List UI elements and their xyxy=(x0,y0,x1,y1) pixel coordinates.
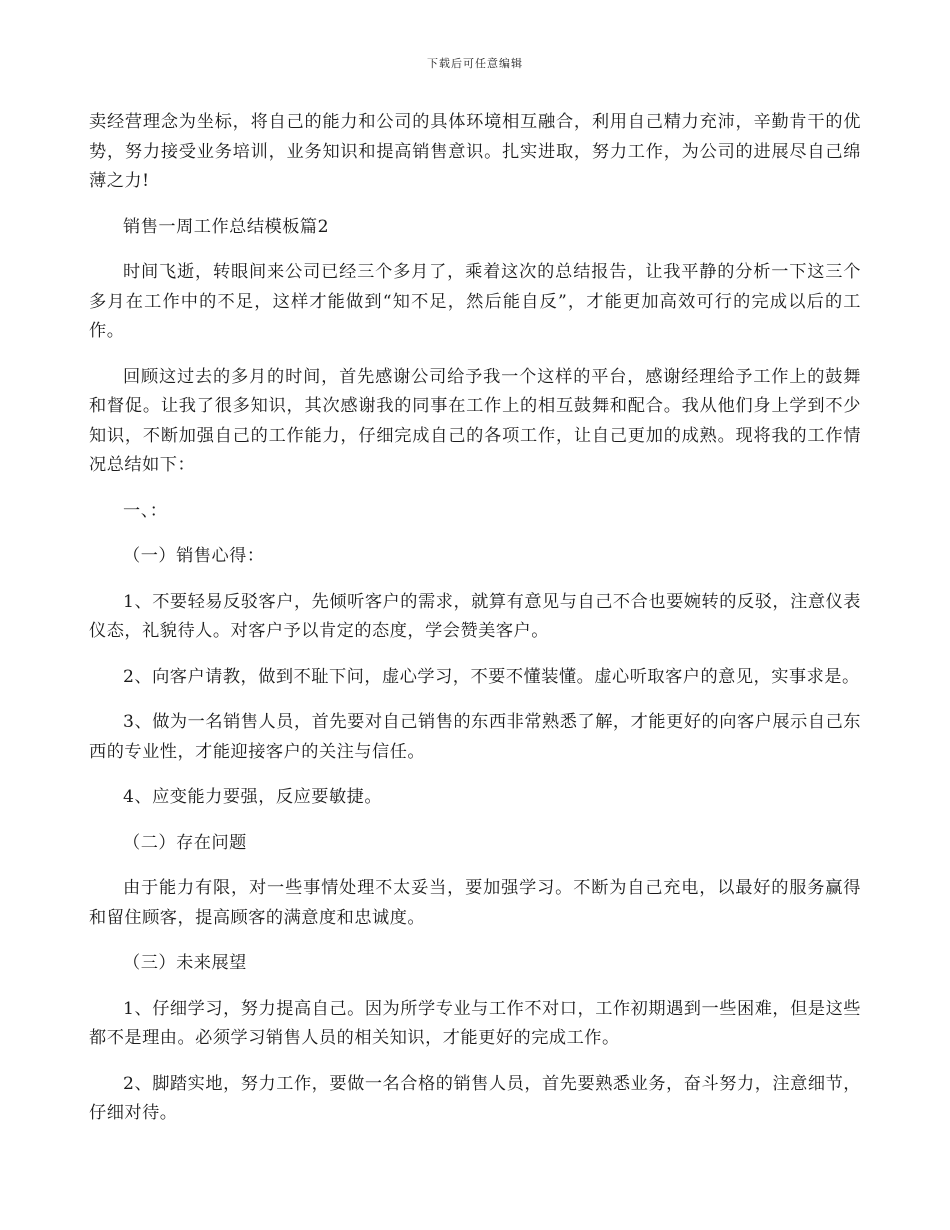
paragraph-continuation: 卖经营理念为坐标，将自己的能力和公司的具体环境相互融合，利用自己精力充沛，辛勤肯干的优势，努力接受业务培训，业务知识和提高销售意识。扎实进取，努力工作，为公司的进展尽自己绵薄之力! xyxy=(89,112,861,191)
list-item-4: 4、应变能力要强，反应要敏捷。 xyxy=(123,787,383,807)
document-body xyxy=(89,108,861,1145)
heading-part-one: 一、： xyxy=(123,500,168,521)
outlook-item-1: 1、仔细学习，努力提高自己。因为所学专业与工作不对口，工作初期遇到一些困难，但是这些都不是理由。必须学习销售人员的相关知识，才能更好的完成工作。 xyxy=(89,998,861,1048)
subheading-outlook: （三）未来展望 xyxy=(123,953,247,973)
subheading-problems: （二）存在问题 xyxy=(123,832,247,853)
list-item-2: 2、向客户请教，做到不耻下问，虚心学习，不要不懂装懂。虚心听取客户的意见，实事求是。 xyxy=(123,666,860,687)
list-item-1: 1、不要轻易反驳客户，先倾听客户的需求，就算有意见与自己不合也要婉转的反驳，注意仪表仪态，礼貌待人。对客户予以肯定的态度，学会赞美客户。 xyxy=(89,591,861,641)
paragraph-intro: 时间飞逝，转眼间来公司已经三个多月了，乘着这次的总结报告，让我平静的分析一下这三个多月在工作中的不足，这样才能做到“知不足，然后能自反”，才能更加高效可行的完成以后的工作。 xyxy=(89,262,861,341)
paragraph-problems: 由于能力有限，对一些事情处理不太妥当，要加强学习。不断为自己充电，以最好的服务赢得和留住顾客，提高顾客的满意度和忠诚度。 xyxy=(89,878,861,928)
outlook-item-2: 2、脚踏实地，努力工作，要做一名合格的销售人员，首先要熟悉业务，奋斗努力，注意细节，仔细对待。 xyxy=(89,1073,861,1123)
paragraph-review: 回顾这过去的多月的时间，首先感谢公司给予我一个这样的平台，感谢经理给予工作上的鼓舞和督促。让我了很多知识，其次感谢我的同事在工作上的相互鼓舞和配合。我从他们身上学到不少知识，不断加强自己的工作能力，仔细完成自己的各项工作，让自己更加的成熟。现将我的工作情况总结如下： xyxy=(89,366,861,475)
list-item-3: 3、做为一名销售人员，首先要对自己销售的东西非常熟悉了解，才能更好的向客户展示自己东西的专业性，才能迎接客户的关注与信任。 xyxy=(89,712,861,762)
subheading-sales-insights: （一）销售心得： xyxy=(123,546,265,566)
page-header: 下载后可任意编辑 xyxy=(427,57,523,70)
section-heading-part-2: 销售一周工作总结模板篇2 xyxy=(123,216,329,237)
